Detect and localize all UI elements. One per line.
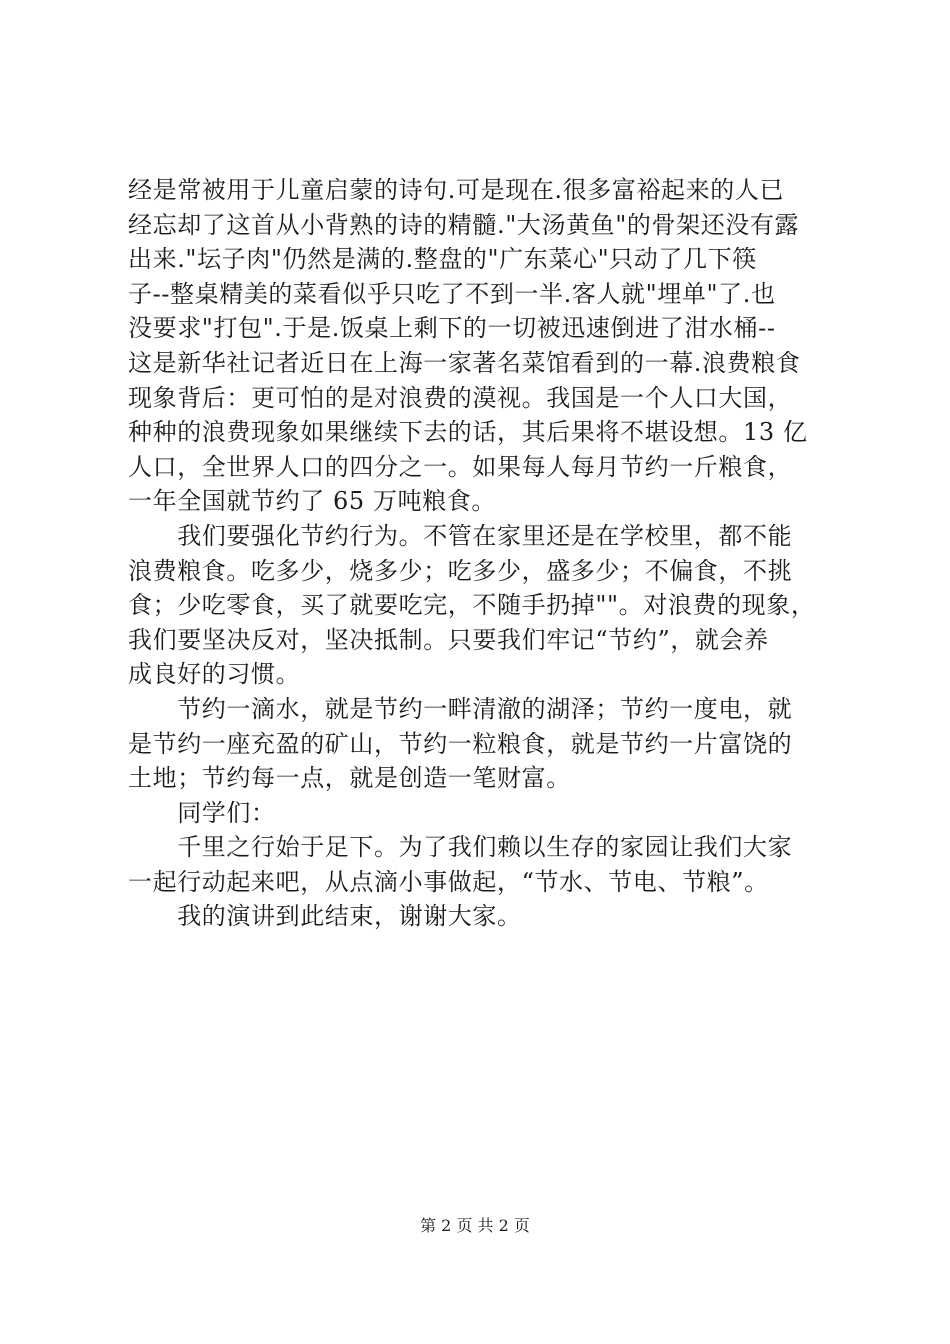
page-number-footer: 第 2 页 共 2 页	[420, 1216, 530, 1235]
paragraph-closing: 我的演讲到此结束，谢谢大家。	[128, 902, 522, 931]
paragraph-strengthen-saving: 我们要强化节约行为。不管在家里还是在学校里，都不能 浪费粮食。吃多少，烧多少；吃多少，盛多少；不偏食，不挑 食；少吃零食，买了就要吃完，不随手扔掉""。对浪费的现象， 我们要坚决反对，坚决抵制。只要我们牢记“节约”，就会养 成良好的习惯。	[128, 521, 816, 689]
paragraph-salutation: 同学们：	[128, 798, 276, 827]
paragraph-save-water-power: 节约一滴水，就是节约一畔清澈的湖泽；节约一度电，就 是节约一座充盈的矿山，节约一粒粮食，就是节约一片富饶的 土地；节约每一点，就是创造一笔财富。	[128, 694, 793, 793]
document-body	[128, 173, 840, 934]
paragraph-call-to-action: 千里之行始于足下。为了我们赖以生存的家园让我们大家 一起行动起来吧，从点滴小事做起，“节水、节电、节粮”。	[128, 833, 793, 896]
paragraph-waste-report: 经是常被用于儿童启蒙的诗句.可是现在.很多富裕起来的人已 经忘却了这首从小背熟的诗的精髓."大汤黄鱼"的骨架还没有露 出来."坛子肉"仍然是满的.整盘的"广东菜心"只动了几下筷 子--整桌精美的菜看似乎只吃了不到一半.客人就"埋单"了.也 没要求"打包".于是.饭桌上剩下的一切被迅速倒进了泔水桶-- 这是新华社记者近日在上海一家著名菜馆看到的一幕.浪费粮食 现象背后：更可怕的是对浪费的漠视。我国是一个人口大国， 种种的浪费现象如果继续下去的话，其后果将不堪设想。13 亿 人口，全世界人口的四分之一。如果每人每月节约一斤粮食， 一年全国就节约了 65 万吨粮食。	[128, 176, 808, 516]
